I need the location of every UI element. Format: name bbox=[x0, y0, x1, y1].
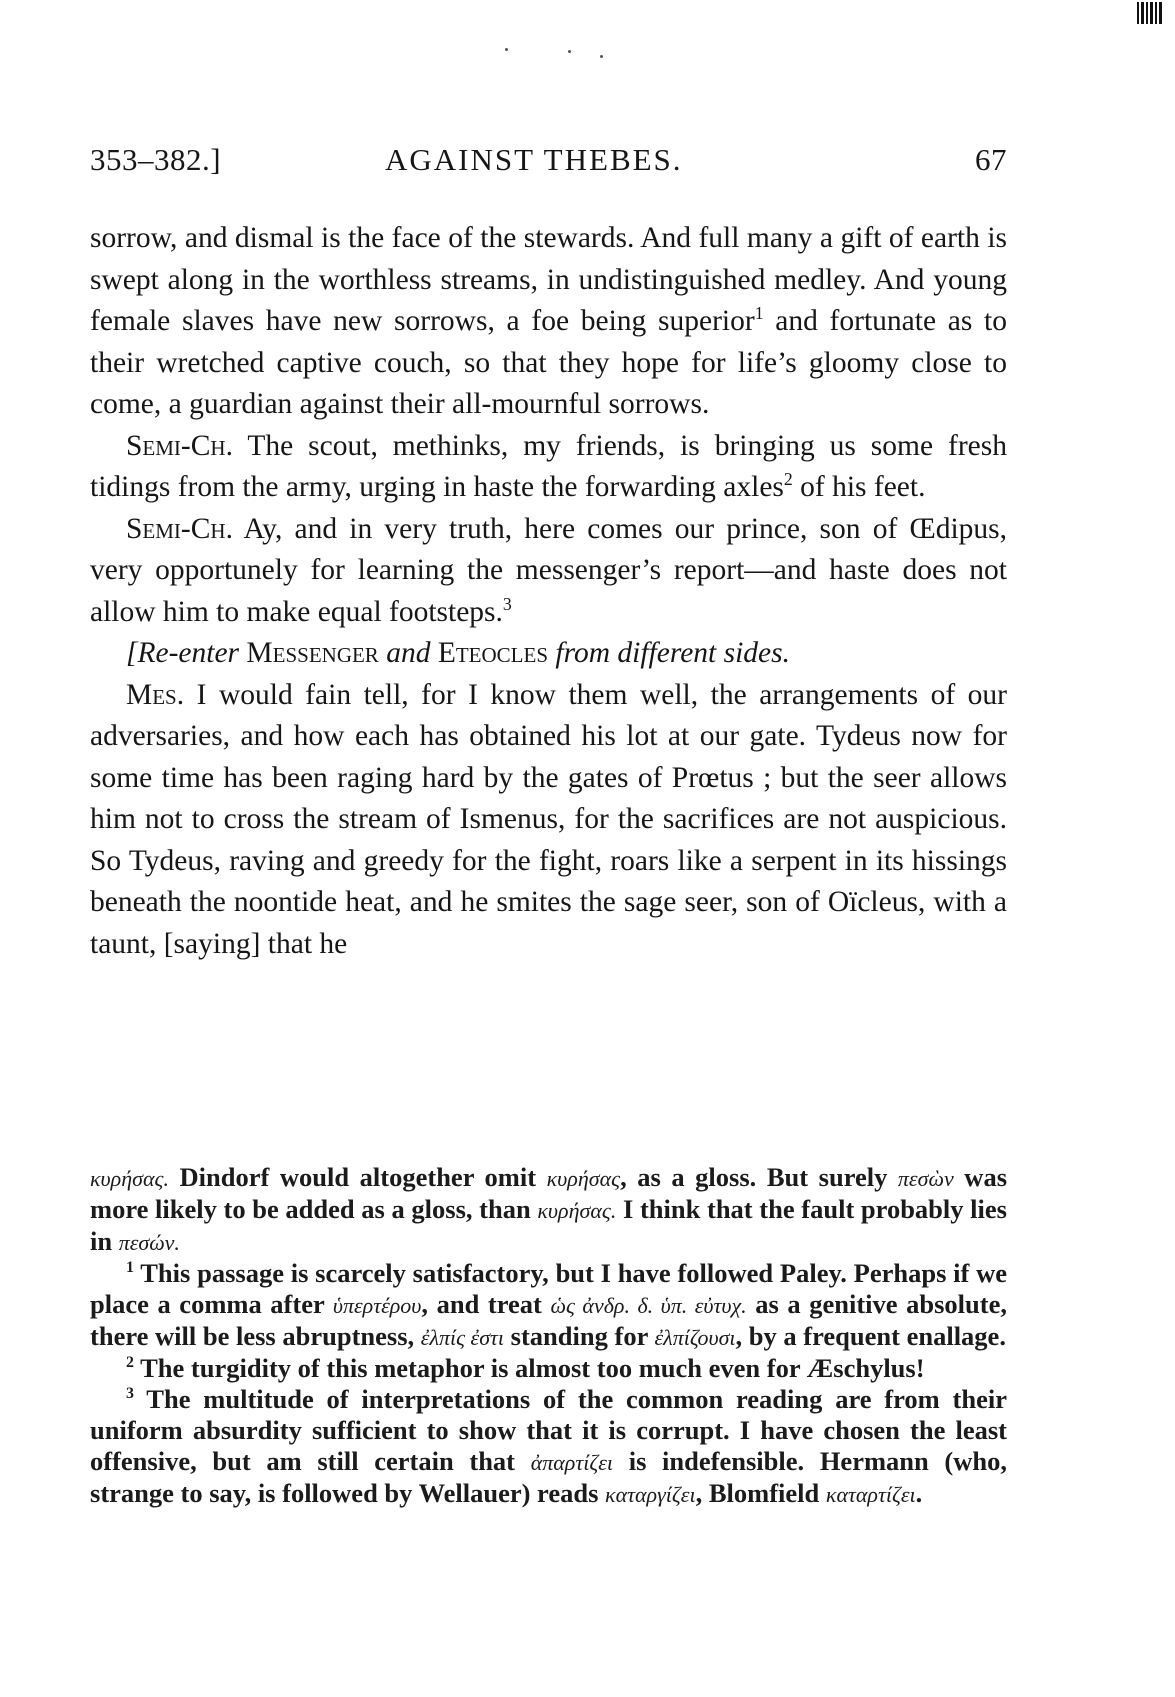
footnote-3 bbox=[90, 1384, 1007, 1510]
greek-word: πεσὼν bbox=[897, 1166, 954, 1191]
text-run: as a genitive absolute, there will be less abruptness, bbox=[90, 1289, 1007, 1351]
text-run: I would fain tell, for I know them well, the arrangements of our adversaries, and how each has obtained his lot at our gate. Tydeus now for some time has been raging hard by the gates of Prœtus ; but the seer allows him not to cross the stream of Ismenus, for the sacrifices are not auspicious. So Tydeus, raving and greedy for the fight, roars like a serpent in its hissings beneath the noontide heat, and he smites the sage seer, son of Oïcleus, with a taunt, [saying] that he bbox=[90, 678, 1007, 960]
text-run: from different sides. bbox=[548, 637, 791, 669]
text-run: This passage is scarcely satisfactory, but I have followed Paley. Perhaps if we place a comma after bbox=[90, 1258, 1007, 1319]
page-number: 67 bbox=[975, 142, 1007, 177]
text-run: of his feet. bbox=[792, 471, 926, 503]
text-run: The turgidity of this metaphor is almost too much even for Æschylus! bbox=[133, 1353, 925, 1383]
greek-word: πεσών. bbox=[118, 1230, 180, 1255]
greek-word: καταργίζει bbox=[605, 1482, 696, 1507]
scan-barcode-mark bbox=[1137, 2, 1163, 24]
note-ref-2: 2 bbox=[783, 469, 793, 490]
text-run: I think that the fault probably lies in bbox=[90, 1194, 1007, 1256]
text-run: was more likely to be added as a gloss, than bbox=[90, 1162, 1008, 1224]
paragraph bbox=[90, 509, 1007, 634]
text-run: sorrow, and dismal is the face of the stewards. And full many a gift of earth is swept along in the worthless streams, in undistinguished medley. And young female slaves have new sorrows, a foe being superior bbox=[90, 222, 1007, 337]
line-range: 353–382.] bbox=[90, 142, 222, 177]
text-run: , by a frequent enallage. bbox=[735, 1321, 1006, 1351]
text-run: [Re-enter bbox=[126, 637, 247, 669]
footnote-1 bbox=[90, 1258, 1007, 1353]
text-run: The multitude of interpretations of the common reading are from their uniform absurdity sufficient to show that it is corrupt. I have chosen the least offensive, but am still certain that bbox=[90, 1384, 1007, 1476]
note-ref-3: 3 bbox=[502, 593, 512, 614]
footnote-marker: 3 bbox=[126, 1385, 134, 1403]
running-title: AGAINST THEBES. bbox=[385, 142, 683, 177]
paragraph bbox=[90, 675, 1007, 966]
greek-word: ἐλπίς ἐστι bbox=[420, 1325, 505, 1350]
footnote-marker: 1 bbox=[126, 1259, 134, 1277]
speaker-label: Semi-Ch. bbox=[126, 429, 233, 462]
speck bbox=[600, 55, 603, 58]
speck bbox=[568, 50, 571, 53]
paragraph bbox=[90, 218, 1007, 426]
greek-word: ἀπαρτίζει bbox=[530, 1450, 614, 1475]
character-name: Messenger bbox=[246, 637, 379, 669]
text-run: , and treat bbox=[421, 1289, 551, 1319]
text-run: , Blomfield bbox=[695, 1478, 826, 1508]
greek-word: ἐλπίζουσι bbox=[654, 1325, 736, 1350]
speck bbox=[505, 48, 508, 51]
main-text bbox=[90, 218, 1007, 965]
footnote-2 bbox=[90, 1353, 1007, 1384]
greek-word: καταρτίζει bbox=[825, 1482, 916, 1507]
running-head bbox=[90, 142, 1007, 186]
paragraph bbox=[90, 426, 1007, 509]
text-run: is indefensible. Hermann (who, strange to say, is followed by Wellauer) reads bbox=[90, 1446, 1007, 1508]
text-run: standing for bbox=[504, 1321, 655, 1351]
text-run: Ay, and in very truth, here comes our prince, son of Œdipus, very opportunely for learning the messenger’s report—and haste does not allow him to make equal footsteps. bbox=[90, 512, 1007, 628]
text-run: Dindorf would altogether omit bbox=[168, 1162, 547, 1192]
greek-word: κυρήσας. bbox=[90, 1166, 169, 1191]
text-run: The scout, methinks, my friends, is bringing us some fresh tidings from the army, urging in haste the forwarding axles bbox=[90, 429, 1007, 503]
greek-word: κυρήσας. bbox=[537, 1198, 617, 1223]
footnotes bbox=[90, 1162, 1007, 1510]
text-run: and fortunate as to their wretched captive couch, so that they hope for life’s gloomy close to come, a guardian against their all-mournful sorrows. bbox=[90, 305, 1007, 420]
speaker-label: Semi-Ch. bbox=[126, 512, 233, 545]
greek-word: ὑπερτέρου bbox=[332, 1293, 422, 1318]
footnote-continued bbox=[90, 1162, 1007, 1258]
note-ref-1: 1 bbox=[754, 303, 764, 324]
greek-word: ὡς ἀνδρ. δ. ὑπ. εὐτυχ. bbox=[550, 1293, 747, 1318]
greek-word: κυρήσας bbox=[546, 1166, 621, 1191]
speaker-label: Mes. bbox=[126, 678, 185, 711]
text-run: . bbox=[915, 1478, 923, 1508]
text-run: , as a gloss. But surely bbox=[620, 1162, 898, 1192]
stage-direction bbox=[90, 633, 1007, 675]
character-name: Eteocles bbox=[437, 637, 549, 669]
text-run: and bbox=[378, 637, 438, 669]
footnote-marker: 2 bbox=[126, 1354, 134, 1372]
